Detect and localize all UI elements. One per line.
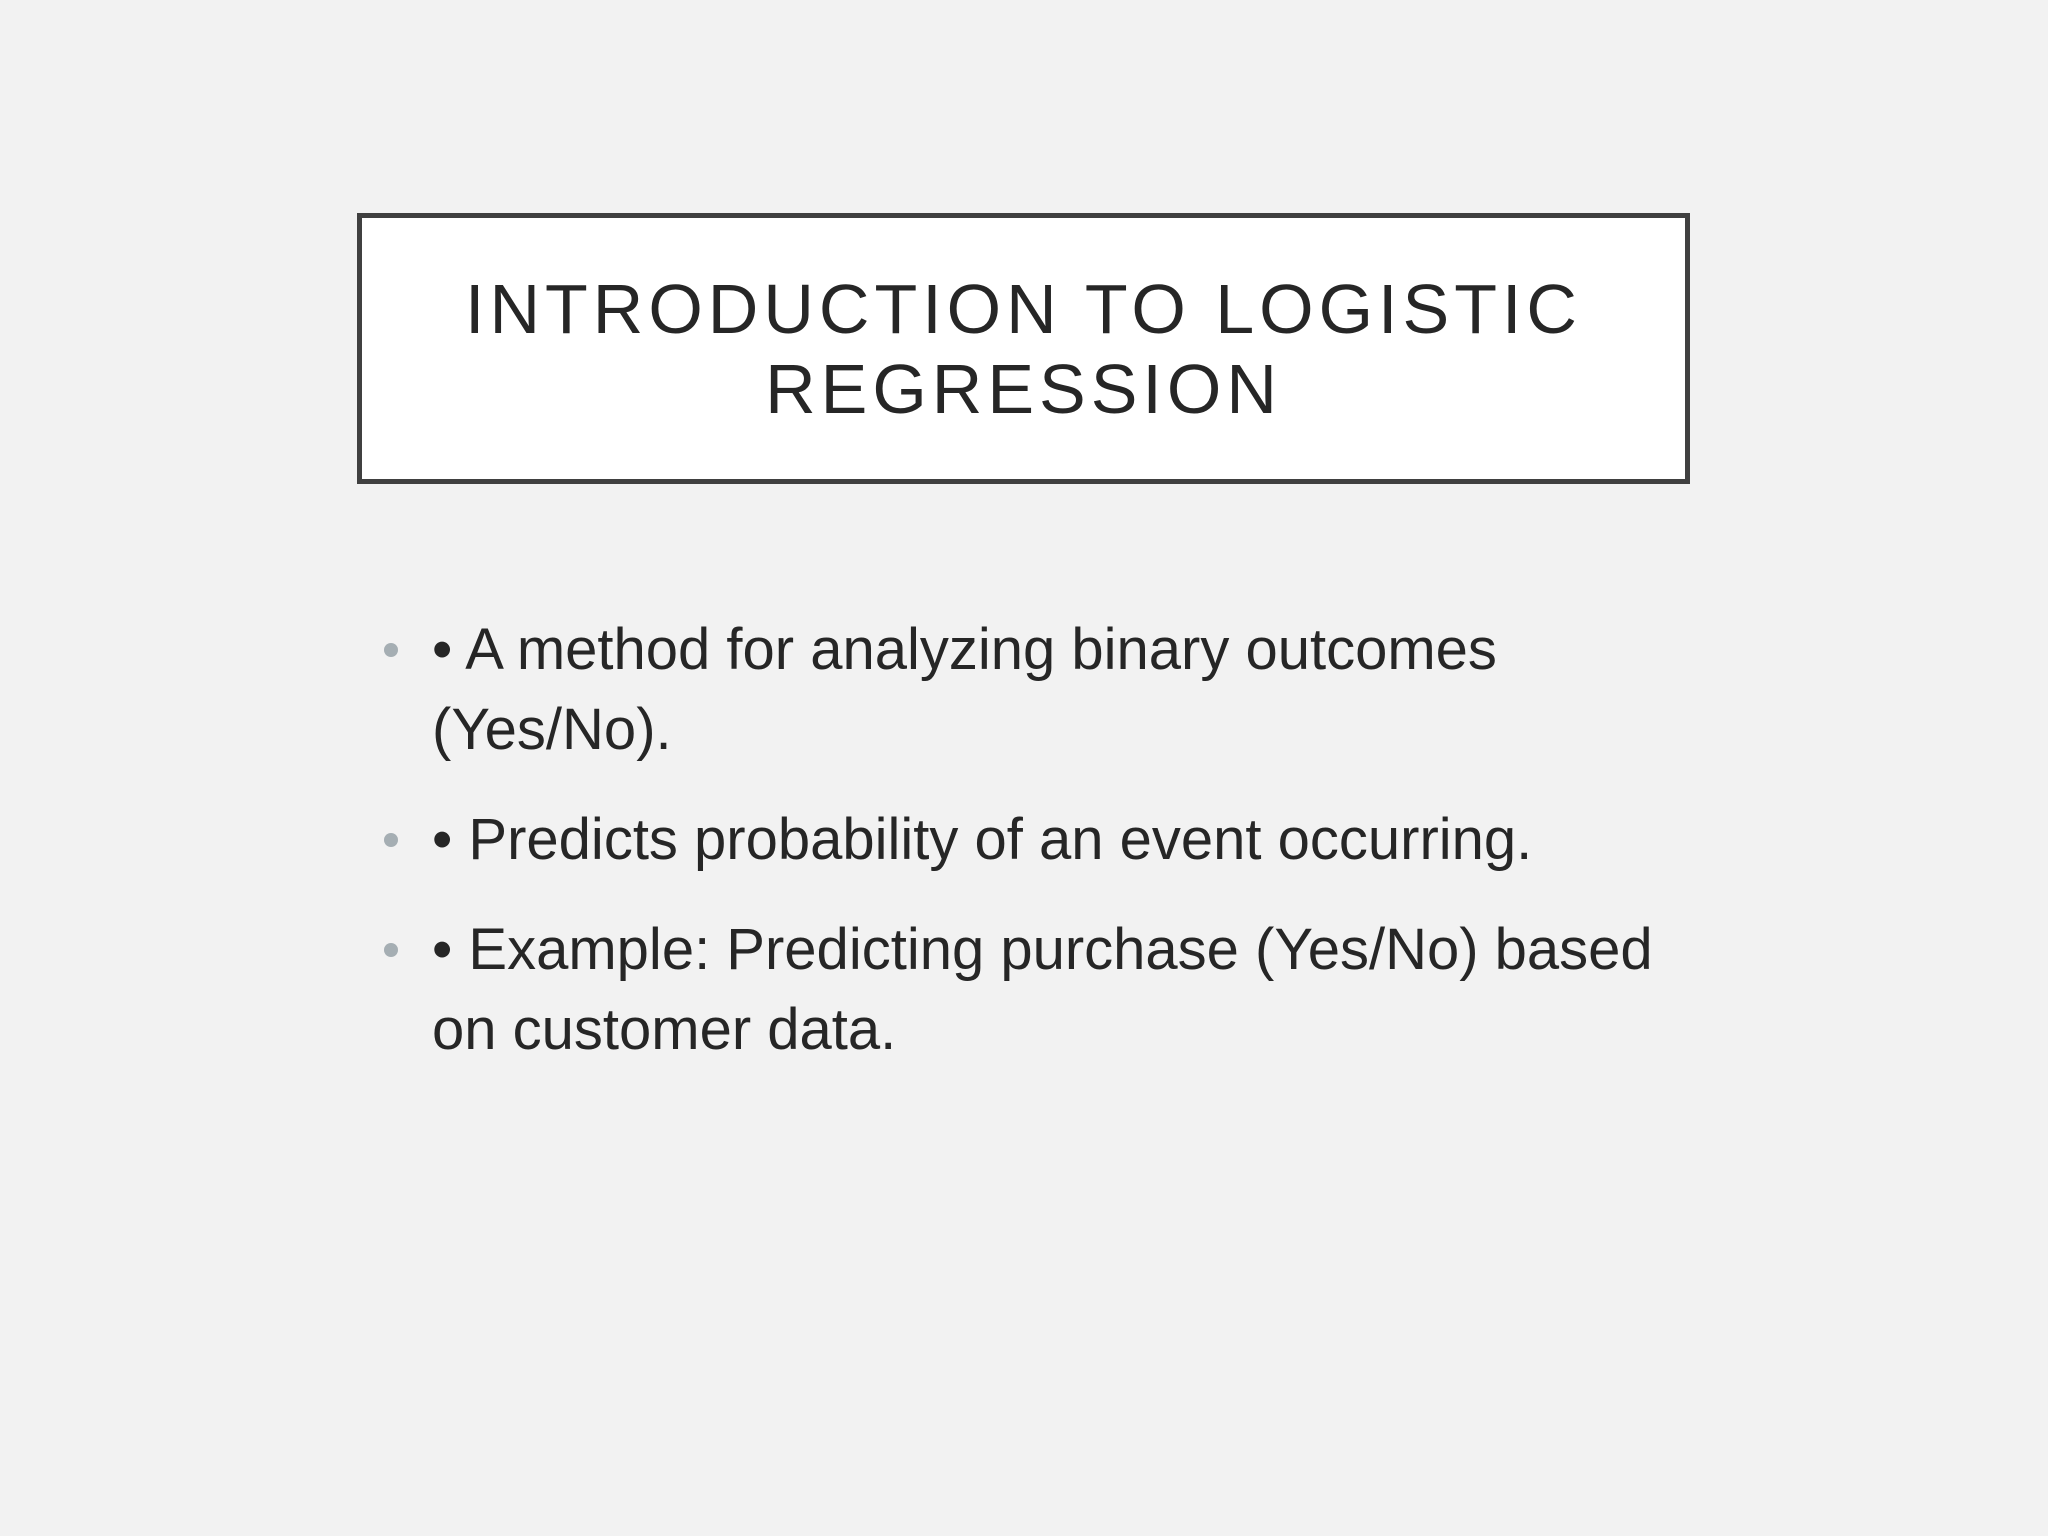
slide-title: INTRODUCTION TO LOGISTIC REGRESSION xyxy=(465,269,1582,428)
bullet-list xyxy=(380,610,1670,1100)
bullet-dot-icon xyxy=(384,943,398,957)
bullet-item xyxy=(380,800,1670,880)
bullet-text: • Predicts probability of an event occurring. xyxy=(432,807,1533,872)
bullet-text: • A method for analyzing binary outcomes (Yes/No). xyxy=(432,617,1497,762)
bullet-text: • Example: Predicting purchase (Yes/No) based on customer data. xyxy=(432,917,1653,1062)
bullet-dot-icon xyxy=(384,833,398,847)
bullet-dot-icon xyxy=(384,643,398,657)
bullet-item xyxy=(380,610,1670,770)
bullet-item xyxy=(380,910,1670,1070)
title-box xyxy=(357,213,1690,484)
